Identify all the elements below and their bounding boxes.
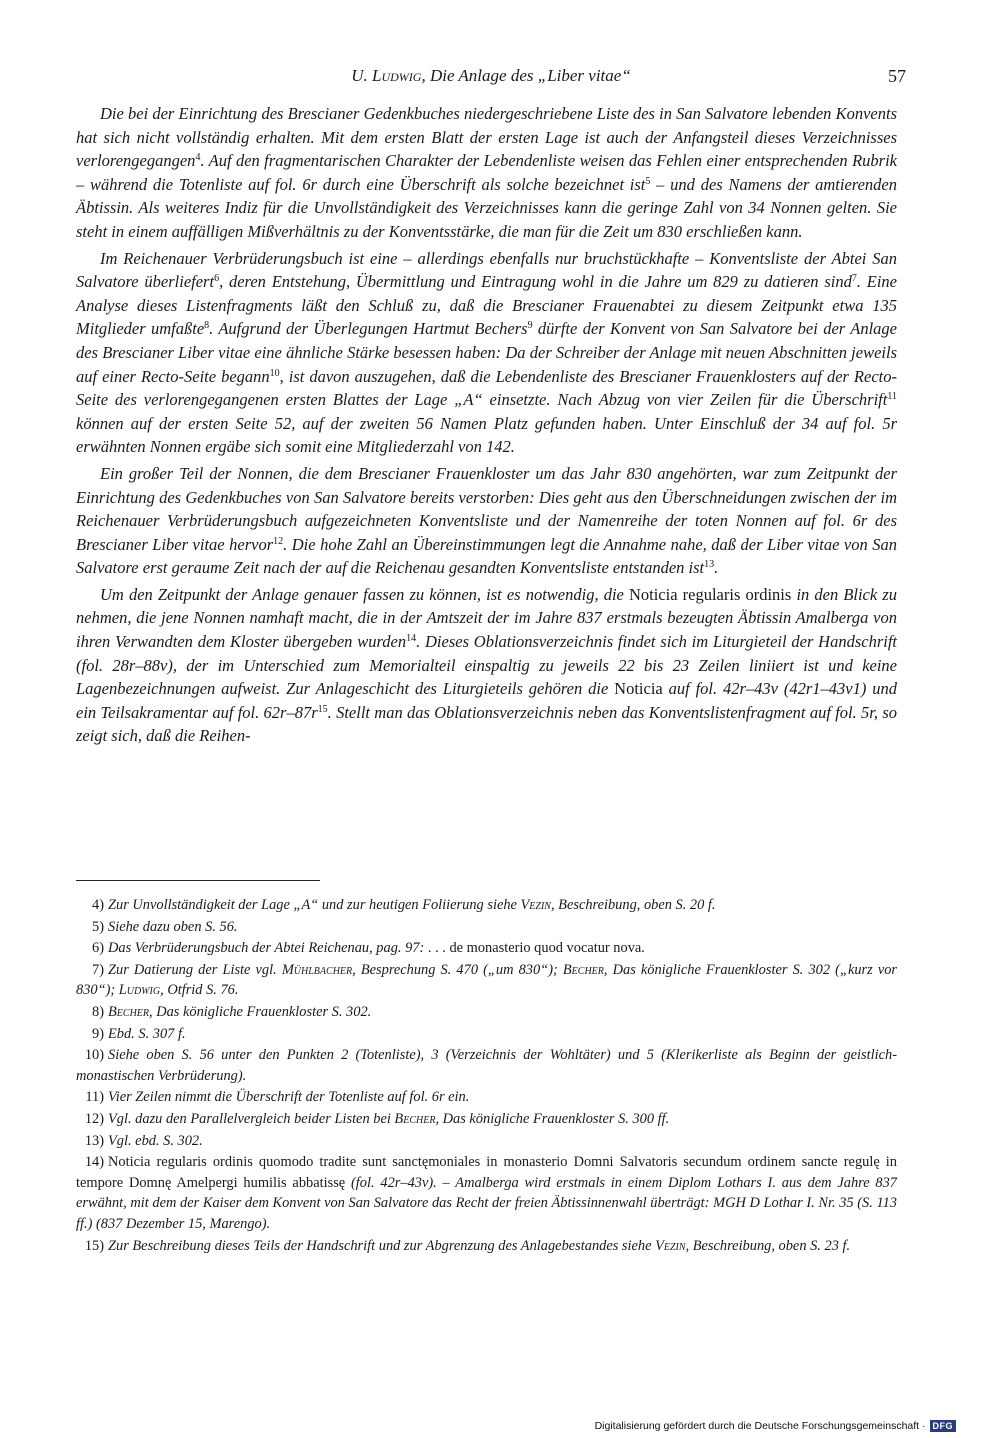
- source-quote: Noticia regularis ordinis quomodo tradite sunt sanctęmoniales in monasterio Domni Salvatoris secundum ordinem sancte regulę in tempore Domnę Amelpergi humilis abbatissę: [76, 1154, 897, 1191]
- author-name: Becher: [108, 1003, 150, 1020]
- footnote-text: Siehe dazu oben S. 56.: [108, 918, 238, 935]
- funding-credit: [595, 1420, 956, 1432]
- footnote-number: 9): [92, 1025, 104, 1042]
- footnote-8: [76, 1002, 897, 1023]
- footnote-text: (fol. 42r–43v). – Amalberga wird erstmals in einem Diplom Lothars I. aus dem Jahre 837 erwähnt, mit dem der Kaiser dem Konvent von San Salvatore das Recht der freien Äbtissinnenwahl überträgt: MGH D Lothar I. Nr. 35 (S. 113 ff.) (837 Dezember 15, Marengo).: [76, 1174, 897, 1232]
- footnote-number: 10): [84, 1047, 104, 1064]
- article-title: , Die Anlage des „Liber vitae“: [421, 66, 631, 85]
- author-name: Ludwig: [118, 982, 161, 999]
- footnote-number: 14): [84, 1154, 104, 1171]
- author-name: Becher: [394, 1110, 436, 1127]
- text-run: . Auf den fragmentarischen Charakter der Lebendenliste weisen das Fehlen einer entsprechenden Rubrik – während die Totenliste auf fol. 6r durch eine Überschrift als solche bezeichnet ist: [76, 151, 897, 194]
- footnote-number: 13): [84, 1132, 104, 1149]
- text-run: auf fol. 42r–43v (42r1–43v1) und ein Teilsakramentar auf fol. 62r–87r: [76, 679, 897, 722]
- footnote-number: 5): [92, 918, 104, 935]
- footnote-text: Ebd. S. 307 f.: [108, 1025, 186, 1042]
- text-run: in den Blick zu nehmen, die jene Nonnen namhaft macht, die in der Amtszeit der im Jahre 837 erstmals bezeugten Äbtissin Amalberga von ihren Verwandten dem Kloster übergeben wurden: [76, 584, 897, 652]
- footnote-text: , Das königliche Frauenkloster S. 300 ff.: [435, 1110, 670, 1127]
- footnote-ref-11[interactable]: 11: [887, 391, 897, 403]
- footnote-13: [76, 1131, 897, 1152]
- footnote-number: 12): [84, 1110, 104, 1127]
- author-name: Ludwig: [371, 66, 422, 85]
- text-run: dürfte der Konvent von San Salvatore bei der Anlage des Brescianer Liber vitae eine ähnliche Stärke besessen haben: Da der Schreiber der Anlage mit neuen Abschnitten jeweils auf einer Recto-Seite begann: [76, 319, 897, 386]
- footnote-number: 7): [92, 961, 104, 978]
- source-title: Noticia regularis ordinis: [628, 584, 792, 604]
- paragraph-3: [76, 462, 897, 580]
- text-run: Im Reichenauer Verbrüderungsbuch ist eine – allerdings ebenfalls nur bruchstückhafte – Konventsliste der Abtei San Salvatore überliefert: [76, 248, 897, 292]
- footnote-separator: [76, 880, 320, 881]
- text-run: . Dieses Oblationsverzeichnis findet sich im Liturgieteil der Handschrift (fol. 28r–88v), der im Unterschied zum Memorialteil einspaltig zu jeweils 22 bis 23 Zeilen liniiert ist und keine Lagenbezeichnungen aufweist. Zur Anlageschicht des Liturgieteils gehören die: [76, 632, 897, 699]
- footnote-6: [76, 938, 897, 959]
- author-name: Vezin: [655, 1237, 686, 1254]
- footnote-text: , Das königliche Frauenkloster S. 302.: [149, 1003, 372, 1020]
- text-run: , ist davon auszugehen, daß die Lebendenliste des Brescianer Frauenklosters auf der Recto-Seite des verlorengegangenen ersten Blattes der Lage „A“ einsetzte. Nach Abzug von vier Zeilen für die Überschrift: [76, 366, 897, 410]
- footnote-text: Vgl. ebd. S. 302.: [108, 1132, 203, 1149]
- footnote-text: Zur Unvollständigkeit der Lage „A“ und zur heutigen Foliierung siehe: [108, 897, 521, 913]
- footnote-4: [76, 895, 897, 916]
- text-run: . Stellt man das Oblationsverzeichnis neben das Konventslistenfragment auf fol. 5r, so zeigt sich, daß die Reihen-: [76, 702, 897, 746]
- author-name: Becher: [562, 961, 604, 978]
- footnote-ref-12[interactable]: 12: [273, 535, 284, 547]
- paragraph-2: [76, 247, 897, 459]
- footnote-7: [76, 960, 897, 1001]
- footnote-ref-4[interactable]: 4: [195, 152, 201, 164]
- text-run: können auf der ersten Seite 52, auf der zweiten 56 Namen Platz gefunden haben. Unter Einschluß der 34 auf fol. 5r erwähnten Nonnen ergäbe sich somit eine Mitgliederzahl von 142.: [76, 413, 897, 457]
- text-run: . Die hohe Zahl an Übereinstimmungen legt die Annahme nahe, daß der Liber vitae von San Salvatore erst geraume Zeit nach der auf die Reichenau gesandten Konventsliste entstanden ist: [76, 534, 897, 578]
- footnote-text: Vgl. dazu den Parallelvergleich beider Listen bei: [108, 1110, 395, 1127]
- footnote-number: 11): [85, 1089, 104, 1106]
- text-run: Um den Zeitpunkt der Anlage genauer fassen zu können, ist es notwendig, die: [100, 584, 629, 604]
- footnote-number: 6): [92, 940, 104, 957]
- footnote-text: , Beschreibung, oben S. 20 f.: [550, 897, 716, 913]
- footnote-text: , Das königliche Frauenkloster S. 302 („kurz vor 830“);: [76, 961, 898, 999]
- footnote-text: , Beschreibung, oben S. 23 f.: [685, 1237, 851, 1254]
- author-name: Mühlbacher: [281, 961, 353, 978]
- text-run: . Aufgrund der Überlegungen Hartmut Bechers: [209, 319, 528, 339]
- footnote-ref-7[interactable]: 7: [851, 273, 857, 285]
- footnote-number: 8): [92, 1003, 104, 1020]
- footnote-ref-14[interactable]: 14: [406, 633, 417, 645]
- footnote-text: , Besprechung S. 470 („um 830“);: [352, 961, 563, 978]
- footnote-ref-8[interactable]: 8: [204, 320, 210, 332]
- footnote-text: Siehe oben S. 56 unter den Punkten 2 (Totenliste), 3 (Verzeichnis der Wohltäter) und 5 (Klerikerliste als Beginn der geistlich-monastischen Verbrüderung).: [76, 1047, 897, 1084]
- footnote-text: Zur Datierung der Liste vgl.: [108, 961, 282, 978]
- source-quote: . . . de monasterio quod vocatur nova.: [427, 940, 645, 957]
- footnote-9: [76, 1024, 897, 1045]
- footnote-15: [76, 1236, 897, 1257]
- footnote-10: [76, 1045, 897, 1086]
- main-text: [76, 102, 897, 751]
- footnote-11: [76, 1087, 897, 1108]
- footnote-ref-5[interactable]: 5: [645, 175, 651, 187]
- footnote-number: 15): [84, 1237, 104, 1254]
- author-name: Vezin: [520, 897, 551, 913]
- text-run: . Eine Analyse dieses Listenfragments läßt den Schluß zu, daß die Brescianer Frauenabtei zu diesem Zeitpunkt etwa 135 Mitglieder umfaßte: [76, 272, 897, 339]
- footnote-number: 4): [92, 897, 104, 913]
- text-run: Die bei der Einrichtung des Brescianer Gedenkbuches niedergeschriebene Liste des in San Salvatore lebenden Konvents hat sich nicht vollständig erhalten. Mit dem ersten Blatt der ersten Lage ist auch der Anfangsteil dieses Verzeichnisses verlorengegangen: [76, 104, 897, 171]
- paragraph-4: [76, 583, 897, 748]
- source-title: Noticia: [614, 679, 663, 699]
- footnote-text: Das Verbrüderungsbuch der Abtei Reichenau, pag. 97:: [108, 940, 428, 957]
- paragraph-1: [76, 102, 897, 244]
- footnote-text: Vier Zeilen nimmt die Überschrift der Totenliste auf fol. 6r ein.: [108, 1089, 470, 1106]
- footnotes: [76, 895, 897, 1257]
- footnote-12: [76, 1109, 897, 1130]
- footnote-14: [76, 1152, 897, 1234]
- footnote-ref-10[interactable]: 10: [269, 367, 280, 379]
- footnote-ref-13[interactable]: 13: [704, 559, 715, 571]
- footnote-text: Zur Beschreibung dieses Teils der Handschrift und zur Abgrenzung des Anlagebestandes siehe: [108, 1237, 656, 1254]
- footnote-ref-6[interactable]: 6: [214, 273, 220, 285]
- footnote-5: [76, 917, 897, 938]
- credit-text: Digitalisierung gefördert durch die Deutsche Forschungsgemeinschaft ·: [594, 1420, 926, 1432]
- running-title: [76, 66, 906, 86]
- footnote-ref-9[interactable]: 9: [527, 320, 533, 332]
- footnote-text: , Otfrid S. 76.: [160, 982, 239, 999]
- running-head: [76, 66, 906, 94]
- footnote-ref-15[interactable]: 15: [317, 703, 328, 715]
- text-run: , deren Entstehung, Übermittlung und Eintragung wohl in die Jahre um 829 zu datieren sind: [219, 272, 852, 292]
- text-run: .: [714, 558, 719, 578]
- text-run: – und des Namens der amtierenden Äbtissin. Als weiteres Indiz für die Unvollständigkeit des Verzeichnisses kann die geringe Zahl von 34 Nonnen gelten. Sie steht in einem auffälligen Mißverhältnis zu der Konventsstärke, die man für die Zeit um 830 erschließen kann.: [76, 174, 897, 241]
- page-number: 57: [888, 66, 906, 86]
- dfg-logo: DFG: [930, 1420, 957, 1432]
- author-initial: U.: [351, 66, 372, 85]
- text-run: Ein großer Teil der Nonnen, die dem Brescianer Frauenkloster um das Jahr 830 angehörten, war zum Zeitpunkt der Einrichtung des Gedenkbuches von San Salvatore bereits verstorben: Dies geht aus den Überschneidungen zwischen der im Reichenauer Verbrüderungsbuch aufgezeichneten Konventsliste und der Namenreihe der toten Nonnen auf fol. 6r des Brescianer Liber vitae hervor: [76, 463, 897, 554]
